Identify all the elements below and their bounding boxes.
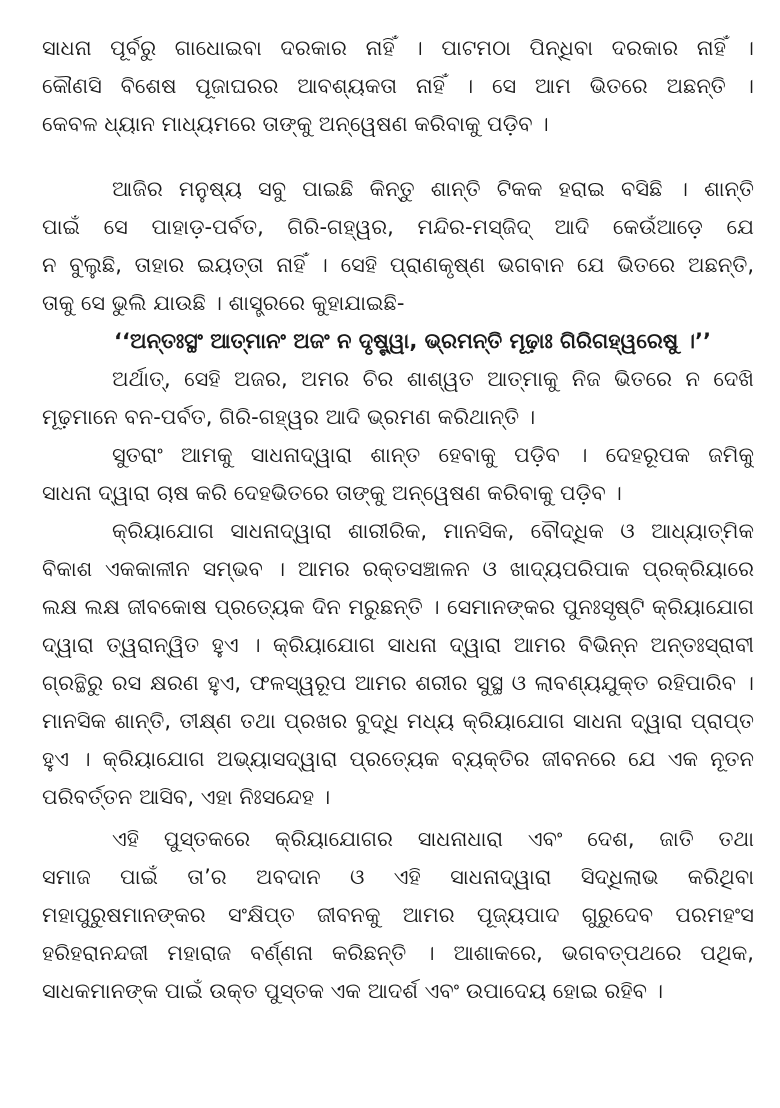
text-line: ନ ବୁଲୁଛି, ତାହାର ଇୟତ୍ତା ନାହିଁ । ସେହି ପ୍ରାଣକୃଷ୍ଣ ଭଗବାନ ଯେ ଭିତରେ ଅଛନ୍ତି, xyxy=(42,253,754,277)
paragraph-6 xyxy=(42,820,754,1010)
text-line: ଏହି ପୁସ୍ତକରେ କ୍ରିୟାଯୋଗର ସାଧନାଧାରା ଏବଂ ଦେଶ, ଜାତି ତଥା xyxy=(112,827,754,851)
text-line: ହରିହରାନନ୍ଦଜୀ ମହାରାଜ ବର୍ଣ୍ଣନା କରିଛନ୍ତି । ଆଶାକରେ, ଭଗବତ୍‌ପଥରେ ପଥିକ, xyxy=(42,941,754,965)
text-line: ସାଧନା ଦ୍ୱାରା ଚାଷ କରି ଦେହଭିତରେ ତାଙ୍କୁ ଅନ୍ୱେଷଣ କରିବାକୁ ପଡ଼ିବ । xyxy=(42,481,622,505)
text-line: ସମାଜ ପାଇଁ ତା’ର ଅବଦାନ ଓ ଏହି ସାଧନାଦ୍ୱାରା ସିଦ୍ଧିଲାଭ କରିଥିବା xyxy=(42,865,754,889)
text-line: ଆଜିର ମନୁଷ୍ୟ ସବୁ ପାଇଛି କିନ୍ତୁ ଶାନ୍ତି ଟିକକ ହରାଇ ବସିଛି । ଶାନ୍ତି xyxy=(112,177,754,201)
quote-line: ‘‘ଅନ୍ତଃସ୍ଥଂ ଆତ୍ମାନଂ ଅଜଂ ନ ଦୃଷ୍ଟ୍ୱା, ଭ୍ରମନ୍ତି ମୂଢ଼ାଃ ଗିରିଗହ୍ୱରେଷୁ ।’’ xyxy=(114,329,711,353)
text-line: କ୍ରିୟାଯୋଗ ସାଧନାଦ୍ୱାରା ଶାରୀରିକ, ମାନସିକ, ବୌଦ୍ଧିକ ଓ ଆଧ୍ୟାତ୍ମିକ xyxy=(112,519,754,543)
paragraph-4 xyxy=(42,436,754,512)
text-line: ମହାପୁରୁଷମାନଙ୍କର ସଂକ୍ଷିପ୍ତ ଜୀବନକୁ ଆମର ପୂଜ୍ୟପାଦ ଗୁରୁଦେବ ପରମହଂସ xyxy=(42,903,754,927)
text-line: ଗ୍ରନ୍ଥିରୁ ରସ କ୍ଷରଣ ହୁଏ, ଫଳସ୍ୱରୂପ ଆମର ଶରୀର ସୁସ୍ଥ ଓ ଲାବଣ୍ୟଯୁକ୍ତ ରହିପାରିବ । xyxy=(42,671,754,695)
text-line: ହୁଏ । କ୍ରିୟାଯୋଗ ଅଭ୍ୟାସଦ୍ୱାରା ପ୍ରତ୍ୟେକ ବ୍ୟକ୍ତିର ଜୀବନରେ ଯେ ଏକ ନୂତନ xyxy=(42,747,754,771)
paragraph-2 xyxy=(42,170,754,322)
text-line: ବିକାଶ ଏକକାଳୀନ ସମ୍ଭବ । ଆମର ରକ୍ତସଞ୍ଚାଳନ ଓ ଖାଦ୍ୟପରିପାକ ପ୍ରକ୍ରିୟାରେ xyxy=(42,557,754,581)
text-line: ସାଧନା ପୂର୍ବରୁ ଗାଧୋଇବା ଦରକାର ନାହିଁ । ପାଟମଠା ପିନ୍ଧିବା ଦରକାର ନାହିଁ । xyxy=(42,36,754,60)
text-line: କୌଣସି ବିଶେଷ ପୂଜାଘରର ଆବଶ୍ୟକତା ନାହିଁ । ସେ ଆମ ଭିତରେ ଅଛନ୍ତି । xyxy=(42,74,754,98)
text-line: ତାକୁ ସେ ଭୁଲି ଯାଉଛି । ଶାସ୍ତ୍ରରେ କୁହାଯାଇଛି- xyxy=(42,291,405,315)
text-line: ପାଇଁ ସେ ପାହାଡ଼-ପର୍ବତ, ଗିରି-ଗହ୍ୱର, ମନ୍ଦିର-ମସ୍‌ଜିଦ୍ ଆଦି କେଉଁଆଡ଼େ ଯେ xyxy=(42,215,754,239)
text-line: ଲକ୍ଷ ଲକ୍ଷ ଜୀବକୋଷ ପ୍ରତ୍ୟେକ ଦିନ ମରୁଛନ୍ତି । ସେମାନଙ୍କର ପୁନଃସୃଷ୍ଟି କ୍ରିୟାଯୋଗ xyxy=(42,595,754,619)
paragraph-5 xyxy=(42,512,754,816)
text-line: ମାନସିକ ଶାନ୍ତି, ତୀକ୍ଷ୍ଣ ତଥା ପ୍ରଖର ବୁଦ୍ଧି ମଧ୍ୟ କ୍ରିୟାଯୋଗ ସାଧନା ଦ୍ୱାରା ପ୍ରାପ୍ତ xyxy=(42,709,754,733)
text-line: ଅର୍ଥାତ୍, ସେହି ଅଜର, ଅମର ଚିର ଶାଶ୍ୱତ ଆତ୍ମାକୁ ନିଜ ଭିତରେ ନ ଦେଖି xyxy=(112,367,754,391)
text-line: ମୂଢ଼ମାନେ ବନ-ପର୍ବତ, ଗିରି-ଗହ୍ୱର ଆଦି ଭ୍ରମଣ କରିଥାନ୍ତି । xyxy=(42,405,536,429)
paragraph-3 xyxy=(42,360,754,436)
text-line: କେବଳ ଧ୍ୟାନ ମାଧ୍ୟମରେ ତାଙ୍କୁ ଅନ୍ୱେଷଣ କରିବାକୁ ପଡ଼ିବ । xyxy=(42,112,549,136)
document-page xyxy=(42,29,754,1010)
paragraph-1 xyxy=(42,29,754,143)
text-line: ସୁତରାଂ ଆମକୁ ସାଧନାଦ୍ୱାରା ଶାନ୍ତ ହେବାକୁ ପଡ଼ିବ । ଦେହରୂପକ ଜମିକୁ xyxy=(112,443,754,467)
text-line: ଦ୍ୱାରା ତ୍ୱରାନ୍ୱିତ ହୁଏ । କ୍ରିୟାଯୋଗ ସାଧନା ଦ୍ୱାରା ଆମର ବିଭିନ୍ନ ଅନ୍ତଃସ୍ରାବୀ xyxy=(42,633,754,657)
text-line: ପରିବର୍ତ୍ତନ ଆସିବ, ଏହା ନିଃସନ୍ଦେହ । xyxy=(42,785,331,809)
scripture-quote xyxy=(42,322,754,360)
text-line: ସାଧକମାନଙ୍କ ପାଇଁ ଉକ୍ତ ପୁସ୍ତକ ଏକ ଆଦର୍ଶ ଏବଂ ଉପାଦେୟ ହୋଇ ରହିବ । xyxy=(42,979,664,1003)
